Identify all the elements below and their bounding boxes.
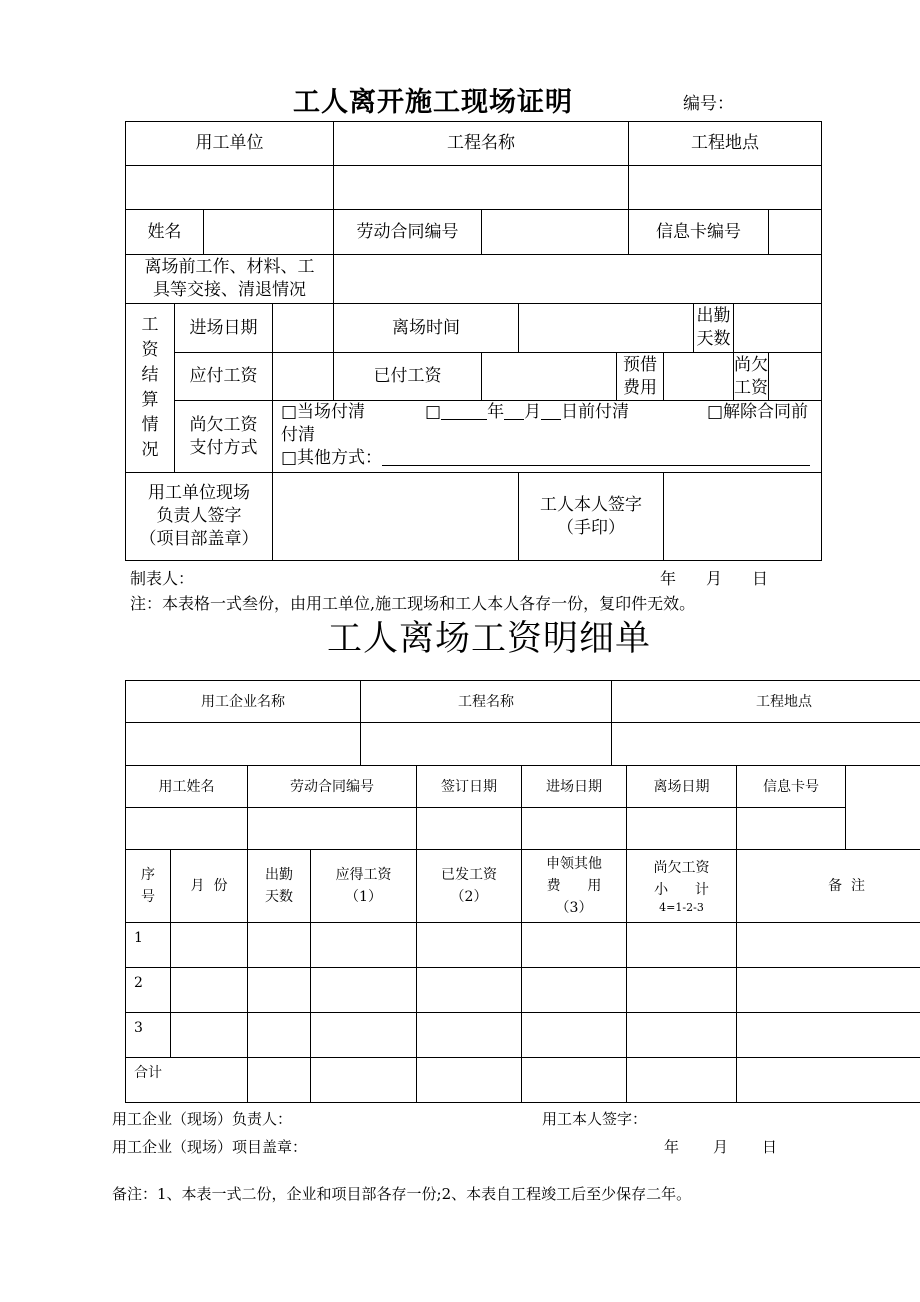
worker-sign-value[interactable]	[664, 473, 822, 561]
form1-note: 注：本表格一式叁份，由用工单位,施工现场和工人本人各存一份，复印件无效。	[130, 594, 696, 613]
seq-header-line1: 序	[141, 867, 155, 883]
wage-side-char: 情	[141, 415, 159, 435]
option-terminate-continuation: 付清	[281, 425, 315, 445]
owed-subtotal-header-line2: 小 计	[654, 882, 709, 898]
pay-method-label	[175, 401, 273, 473]
wage-side-char: 况	[141, 440, 159, 460]
row-cell[interactable]	[171, 923, 248, 968]
entry-date-value-2[interactable]	[522, 808, 627, 850]
wage-payable-label: 应付工资	[175, 353, 273, 401]
name-label: 姓名	[126, 210, 204, 255]
project-location-value-2[interactable]	[612, 723, 920, 766]
option-terminate-checkbox[interactable]: □解除合同前	[707, 402, 809, 422]
form1-date-year: 年	[660, 569, 677, 588]
project-name-label: 工程名称	[334, 122, 629, 166]
handover-value[interactable]	[334, 255, 822, 304]
site-sign-line2: 负责人签字	[156, 506, 242, 526]
site-leader-sign-value[interactable]	[273, 473, 519, 561]
form1-title: 工人离开施工现场证明	[293, 87, 573, 118]
wage-due-header-line1: 应得工资	[335, 867, 392, 883]
row-cell[interactable]	[171, 968, 248, 1013]
wage-payable-value[interactable]	[273, 353, 334, 401]
form2-date-day: 日	[762, 1138, 778, 1156]
row-cell[interactable]	[627, 923, 737, 968]
option-other-checkbox[interactable]: □其他方式：	[281, 448, 383, 468]
project-name-label-2: 工程名称	[361, 681, 612, 723]
option-before-date-box: □	[425, 402, 442, 422]
wage-paid-label: 已付工资	[334, 353, 482, 401]
attendance-label	[694, 304, 734, 353]
form2-table	[125, 680, 920, 1103]
attendance-label-line2: 天数	[696, 329, 731, 349]
row-cell[interactable]	[522, 923, 627, 968]
day-blank[interactable]	[541, 403, 561, 420]
company-name-label: 用工企业名称	[126, 681, 361, 723]
row-seq: 2	[126, 968, 171, 1013]
attendance-label-line1: 出勤	[696, 306, 731, 326]
handover-label	[126, 255, 334, 304]
form1-date-day: 日	[752, 569, 769, 588]
exit-time-value[interactable]	[519, 304, 694, 353]
seq-header	[126, 850, 171, 923]
form2-date-year: 年	[664, 1138, 680, 1156]
project-name-value[interactable]	[334, 166, 629, 210]
row-cell[interactable]	[248, 968, 311, 1013]
company-name-value[interactable]	[126, 723, 361, 766]
exit-date-label: 离场日期	[627, 766, 737, 808]
year-label: 年	[487, 402, 505, 422]
wage-paid-header-line1: 已发工资	[441, 867, 497, 883]
row-cell[interactable]	[248, 923, 311, 968]
pay-method-options	[273, 401, 822, 473]
row-cell[interactable]	[737, 923, 920, 968]
wage-side-char: 算	[141, 390, 159, 410]
worker-sign-label	[519, 473, 664, 561]
entry-date-value[interactable]	[273, 304, 334, 353]
project-location-value[interactable]	[629, 166, 822, 210]
year-blank[interactable]	[441, 403, 487, 420]
row-cell[interactable]	[417, 1013, 522, 1058]
owed-wage-value[interactable]	[769, 353, 822, 401]
wage-side-char: 资	[141, 340, 159, 360]
project-location-label-2: 工程地点	[612, 681, 920, 723]
wage-due-header	[311, 850, 417, 923]
sign-date-value[interactable]	[417, 808, 522, 850]
month-header: 月 份	[171, 850, 248, 923]
row-cell[interactable]	[522, 1013, 627, 1058]
advance-label	[617, 353, 664, 401]
row-cell[interactable]	[627, 968, 737, 1013]
row-cell[interactable]	[417, 968, 522, 1013]
row-cell[interactable]	[737, 968, 920, 1013]
month-blank[interactable]	[504, 403, 524, 420]
worker-sign-line2: （手印）	[557, 517, 625, 538]
total-cell[interactable]	[248, 1058, 311, 1103]
total-cell[interactable]	[737, 1058, 920, 1103]
row-cell[interactable]	[311, 968, 417, 1013]
row-cell[interactable]	[522, 968, 627, 1013]
wage-paid-header-line2: （2）	[450, 889, 488, 905]
attendance-value[interactable]	[734, 304, 822, 353]
seq-header-line2: 号	[141, 889, 155, 905]
month-label: 月	[524, 402, 542, 422]
other-method-blank[interactable]	[382, 449, 810, 466]
other-fee-header-line2: 费 用	[546, 878, 602, 894]
info-card-value-2[interactable]	[737, 808, 846, 850]
form2-title: 工人离场工资明细单	[327, 619, 652, 659]
contract-no-value-2[interactable]	[248, 808, 417, 850]
exit-time-label: 离场时间	[334, 304, 519, 353]
sign-date-label: 签订日期	[417, 766, 522, 808]
owed-wage-label-line2: 工资	[734, 377, 769, 398]
entry-date-label: 进场日期	[175, 304, 273, 353]
row-seq: 1	[126, 923, 171, 968]
option-before-date-checkbox[interactable]	[425, 401, 629, 424]
other-fee-header-line3: （3）	[555, 900, 593, 916]
worker-name-value[interactable]	[126, 808, 248, 850]
company-leader-label: 用工企业（现场）负责人：	[112, 1110, 293, 1128]
handover-label-line1: 离场前工作、材料、工	[144, 257, 315, 277]
remark-header: 备 注	[737, 850, 920, 923]
worker-name-label: 用工姓名	[126, 766, 248, 808]
total-cell[interactable]	[417, 1058, 522, 1103]
row-seq: 3	[126, 1013, 171, 1058]
maker-label: 制表人：	[130, 569, 195, 588]
option-onsite-checkbox[interactable]: □当场付清	[281, 402, 366, 422]
project-name-value-2[interactable]	[361, 723, 612, 766]
owed-wage-label-line1: 尚欠	[734, 354, 769, 375]
other-fee-header	[522, 850, 627, 923]
info-card-value[interactable]	[769, 210, 822, 255]
entry-date-label-2: 进场日期	[522, 766, 627, 808]
worker-sign-label-2: 用工本人签字：	[542, 1110, 648, 1128]
name-value[interactable]	[204, 210, 334, 255]
attendance-header	[248, 850, 311, 923]
contract-no-label-2: 劳动合同编号	[248, 766, 417, 808]
owed-subtotal-header-line1: 尚欠工资	[653, 860, 710, 876]
row-cell[interactable]	[248, 1013, 311, 1058]
other-fee-header-line1: 申领其他	[546, 856, 602, 872]
employer-value[interactable]	[126, 166, 334, 210]
row-cell[interactable]	[311, 923, 417, 968]
attendance-header-line1: 出勤	[265, 867, 293, 883]
site-sign-line3: （项目部盖章）	[139, 529, 259, 549]
handover-label-line2: 具等交接、清退情况	[153, 280, 306, 300]
wage-side-char: 结	[141, 365, 159, 385]
wage-paid-header	[417, 850, 522, 923]
wage-paid-value[interactable]	[482, 353, 617, 401]
project-location-label: 工程地点	[629, 122, 822, 166]
advance-label-line2: 费用	[623, 377, 657, 398]
owed-wage-label	[734, 353, 769, 401]
total-cell[interactable]	[522, 1058, 627, 1103]
project-seal-label: 用工企业（现场）项目盖章：	[112, 1138, 308, 1156]
form1-table	[125, 121, 822, 561]
row-cell[interactable]	[311, 1013, 417, 1058]
owed-subtotal-formula: 4=1-2-3	[659, 901, 704, 914]
row-cell[interactable]	[417, 923, 522, 968]
form2-footnote: 备注：1、本表一式二份，企业和项目部各存一份;2、本表自工程竣工后至少保存二年。	[112, 1185, 692, 1203]
total-cell[interactable]	[627, 1058, 737, 1103]
row-cell[interactable]	[627, 1013, 737, 1058]
employer-label: 用工单位	[126, 122, 334, 166]
row-cell[interactable]	[737, 1013, 920, 1058]
worker-sign-line1: 工人本人签字	[540, 494, 642, 515]
info-card-label-2: 信息卡号	[737, 766, 846, 808]
pay-method-label-line1: 尚欠工资	[189, 414, 258, 435]
site-sign-line1: 用工单位现场	[148, 483, 250, 503]
form2-date-month: 月	[713, 1138, 729, 1156]
row-cell[interactable]	[171, 1013, 248, 1058]
wage-side-char: 工	[141, 315, 159, 335]
owed-subtotal-header	[627, 850, 737, 923]
contract-no-label: 劳动合同编号	[334, 210, 482, 255]
wage-due-header-line2: （1）	[345, 889, 382, 905]
pay-method-label-line2: 支付方式	[189, 437, 258, 458]
total-cell[interactable]	[311, 1058, 417, 1103]
form1-number-label: 编号：	[683, 94, 734, 114]
wage-settlement-side-label	[126, 304, 175, 473]
total-label: 合计	[126, 1058, 248, 1103]
attendance-header-line2: 天数	[265, 889, 293, 905]
exit-date-value[interactable]	[627, 808, 737, 850]
contract-no-value[interactable]	[482, 210, 629, 255]
advance-value[interactable]	[664, 353, 734, 401]
site-leader-sign-label	[126, 473, 273, 561]
day-label: 日前付清	[561, 402, 630, 422]
form1-date-month: 月	[706, 569, 723, 588]
info-card-label: 信息卡编号	[629, 210, 769, 255]
advance-label-line1: 预借	[623, 354, 657, 375]
